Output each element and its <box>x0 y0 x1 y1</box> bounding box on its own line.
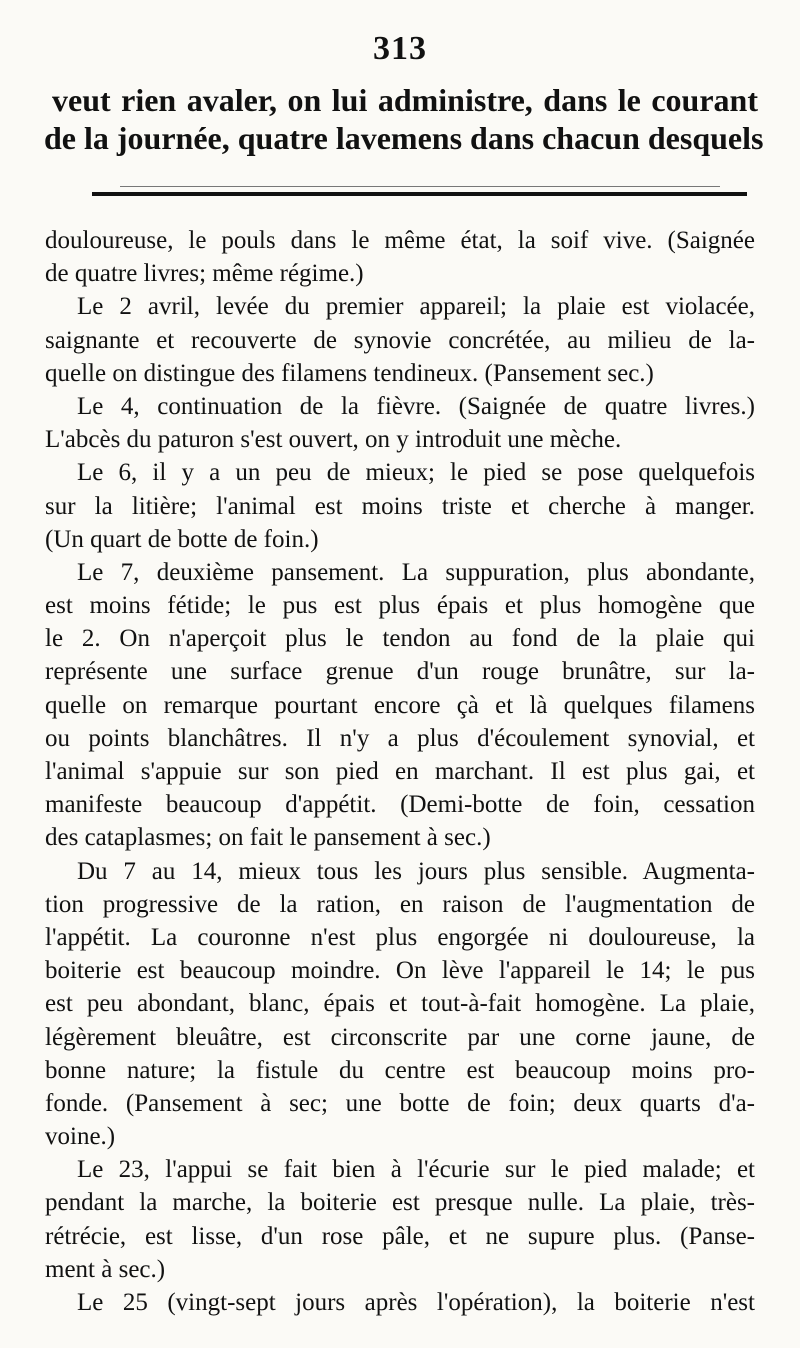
text-line: représente une surface grenue d'un rouge brunâtre, sur la- <box>45 658 755 686</box>
text-line: Le 23, l'appui se fait bien à l'écurie sur le pied malade; et <box>77 1156 755 1184</box>
text-line: bonne nature; la fistule du centre est beaucoup moins pro- <box>45 1056 755 1084</box>
text-line: rétrécie, est lisse, d'un rose pâle, et ne supure plus. (Panse- <box>45 1222 755 1250</box>
text-line: Le 6, il y a un peu de mieux; le pied se pose quelquefois <box>77 459 755 487</box>
text-line: le 2. On n'aperçoit plus le tendon au fond de la plaie qui <box>45 625 755 653</box>
text-line: douloureuse, le pouls dans le même état, la soif vive. (Saignée <box>45 227 755 254</box>
separator-thin <box>120 186 720 187</box>
text-line: ment à sec.) <box>45 1255 166 1283</box>
separator-rule <box>92 192 747 196</box>
text-line: sur la litière; l'animal est moins triste et cherche à manger. <box>45 492 755 520</box>
text-line: tion progressive de la ration, en raison de l'augmentation de <box>45 890 755 918</box>
text-line: Le 25 (vingt-sept jours après l'opération), la boiterie n'est <box>77 1289 755 1316</box>
text-line: manifeste beaucoup d'appétit. (Demi-botte de foin, cessation <box>45 791 755 819</box>
text-line: ou points blanchâtres. Il n'y a plus d'écoulement synovial, et <box>45 724 755 752</box>
text-line: pendant la marche, la boiterie est presque nulle. La plaie, très- <box>45 1189 755 1217</box>
text-line: voine.) <box>45 1123 116 1151</box>
text-line: boiterie est beaucoup moindre. On lève l'appareil le 14; le pus <box>45 957 755 985</box>
text-line: quelle on remarque pourtant encore çà et là quelques filamens <box>45 691 755 719</box>
page-number: 313 <box>373 30 427 67</box>
text-line: L'abcès du paturon s'est ouvert, on y introduit une mèche. <box>45 426 622 454</box>
header-line: de la journée, quatre lavemens dans chacun desquels <box>44 120 764 156</box>
body-text <box>45 224 755 1319</box>
text-line: est peu abondant, blanc, épais et tout-à-fait homogène. La plaie, <box>45 990 755 1018</box>
text-line: Le 7, deuxième pansement. La suppuration, plus abondante, <box>77 558 755 586</box>
header-line: veut rien avaler, on lui administre, dans le courant <box>52 82 758 118</box>
text-line: Du 7 au 14, mieux tous les jours plus sensible. Augmenta- <box>77 857 755 885</box>
text-line: saignante et recouverte de synovie concrétée, au milieu de la- <box>45 326 755 354</box>
text-line: Le 2 avril, levée du premier appareil; la plaie est violacée, <box>77 293 755 321</box>
text-line: des cataplasmes; on fait le pansement à sec.) <box>45 824 491 852</box>
text-line: de quatre livres; même régime.) <box>45 260 364 288</box>
text-line: est moins fétide; le pus est plus épais et plus homogène que <box>45 592 755 620</box>
text-line: l'animal s'appuie sur son pied en marchant. Il est plus gai, et <box>45 758 755 785</box>
text-line: l'appétit. La couronne n'est plus engorgée ni douloureuse, la <box>45 923 755 951</box>
text-line: (Un quart de botte de foin.) <box>45 525 319 553</box>
text-line: quelle on distingue des filamens tendineux. (Pansement sec.) <box>45 359 654 387</box>
text-line: Le 4, continuation de la fièvre. (Saignée de quatre livres.) <box>77 392 755 420</box>
text-line: fonde. (Pansement à sec; une botte de foin; deux quarts d'a- <box>45 1089 755 1117</box>
text-line: légèrement bleuâtre, est circonscrite par une corne jaune, de <box>45 1023 755 1051</box>
